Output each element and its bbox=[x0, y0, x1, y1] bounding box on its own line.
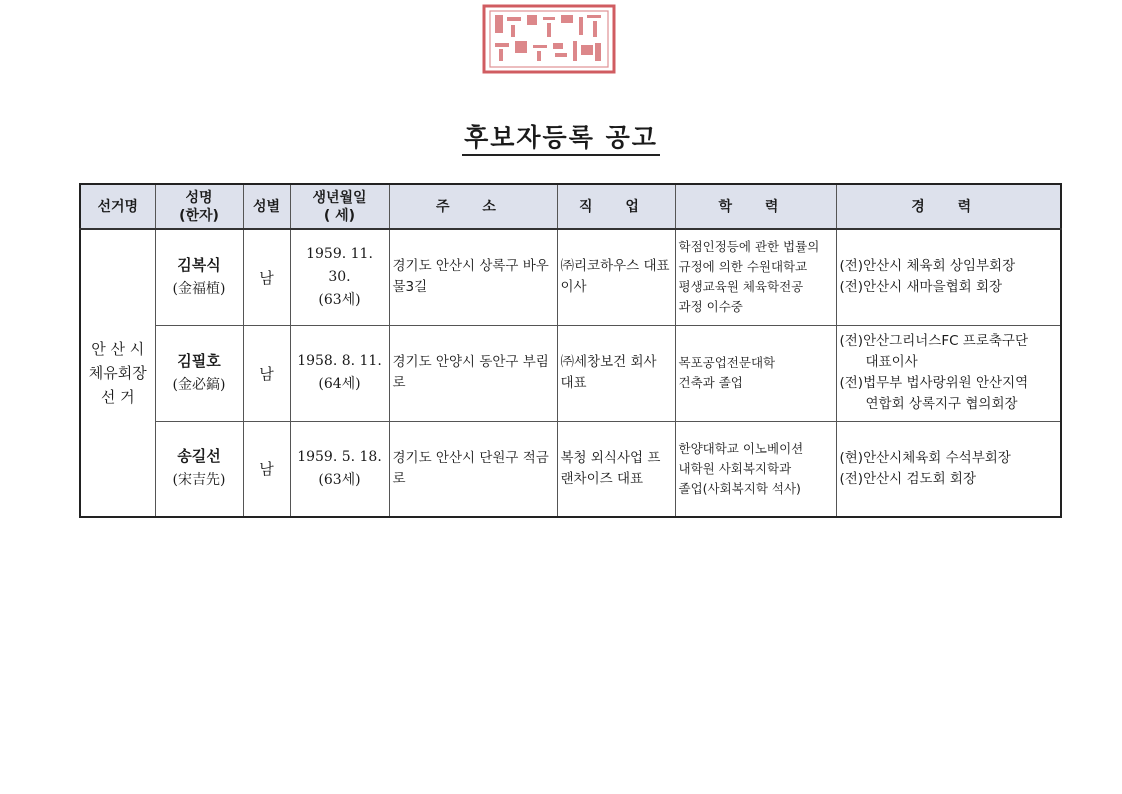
table-row bbox=[80, 325, 1061, 421]
candidate-occupation: ㈜리코하우스 대표이사 bbox=[557, 229, 675, 325]
candidate-education bbox=[675, 421, 836, 517]
header-occupation: 직 업 bbox=[557, 184, 675, 229]
candidate-career bbox=[836, 325, 1061, 421]
header-birth bbox=[290, 184, 389, 229]
candidate-career bbox=[836, 421, 1061, 517]
career-line: (전)법무부 법사랑위원 안산지역 bbox=[839, 375, 1029, 391]
header-birth-line2: ( 세) bbox=[323, 207, 356, 224]
candidate-name-korean: 김필호 bbox=[177, 351, 221, 370]
candidate-birth-date: 1959. 5. 18. bbox=[297, 448, 382, 465]
candidate-career bbox=[836, 229, 1061, 325]
education-line: 과정 이수중 bbox=[678, 299, 743, 315]
election-name-line1: 안 산 시 bbox=[91, 340, 145, 358]
candidate-birth-date: 1959. 11. 30. bbox=[306, 245, 373, 285]
election-name-cell bbox=[80, 229, 155, 517]
education-line: 학점인정등에 관한 법률의 bbox=[678, 239, 820, 255]
candidate-birth-cell bbox=[290, 421, 389, 517]
candidate-name-korean: 김복식 bbox=[177, 255, 221, 274]
career-line: (전)안산시 새마을협회 회장 bbox=[839, 279, 1003, 296]
election-name-line2: 체유회장 bbox=[88, 364, 147, 382]
career-line: 대표이사 bbox=[865, 354, 918, 370]
header-education: 학 력 bbox=[675, 184, 836, 229]
career-line: (전)안산시 체육회 상임부회장 bbox=[839, 258, 1016, 275]
candidate-occupation: 복청 외식사업 프랜차이즈 대표 bbox=[557, 421, 675, 517]
candidate-address: 경기도 안산시 상록구 바우물3길 bbox=[389, 229, 557, 325]
education-line: 건축과 졸업 bbox=[678, 375, 743, 390]
candidate-name-cell bbox=[155, 421, 243, 517]
career-line: 연합회 상록지구 협의회장 bbox=[865, 396, 1018, 412]
candidate-gender: 남 bbox=[243, 229, 290, 325]
candidate-education bbox=[675, 325, 836, 421]
career-line: (전)안산시 검도회 회장 bbox=[839, 470, 976, 487]
candidate-gender: 남 bbox=[243, 421, 290, 517]
education-line: 졸업(사회복지학 석사) bbox=[678, 480, 801, 496]
candidate-name-hanja: (金福植) bbox=[172, 280, 226, 297]
education-line: 한양대학교 이노베이션 bbox=[678, 440, 804, 456]
candidate-age: (64세) bbox=[318, 376, 361, 392]
education-line: 내학원 사회복지학과 bbox=[678, 460, 792, 476]
candidate-age: (63세) bbox=[318, 291, 361, 308]
candidate-gender: 남 bbox=[243, 325, 290, 421]
table-header-row bbox=[80, 184, 1061, 229]
candidate-birth-cell bbox=[290, 325, 389, 421]
header-gender: 성별 bbox=[243, 184, 290, 229]
header-name-line1: 성명 bbox=[185, 189, 213, 206]
career-line: (현)안산시체육회 수석부회장 bbox=[839, 449, 1011, 466]
election-name-line3: 선 거 bbox=[100, 388, 135, 406]
candidate-name-cell bbox=[155, 325, 243, 421]
candidate-table bbox=[79, 183, 1062, 518]
table-row bbox=[80, 229, 1061, 325]
header-birth-line1: 생년월일 bbox=[312, 189, 367, 206]
candidate-address: 경기도 안양시 동안구 부림로 bbox=[389, 325, 557, 421]
candidate-name-hanja: (金必鎬) bbox=[172, 376, 226, 393]
education-line: 목포공업전문대학 bbox=[678, 355, 776, 370]
career-line: (전)안산그리너스FC 프로축구단 bbox=[839, 333, 1029, 349]
candidate-birth-cell bbox=[290, 229, 389, 325]
candidate-name-cell bbox=[155, 229, 243, 325]
page-title bbox=[0, 118, 1122, 154]
official-seal-stamp bbox=[481, 3, 617, 75]
header-name-line2: (한자) bbox=[179, 207, 219, 224]
candidate-education bbox=[675, 229, 836, 325]
candidate-birth-date: 1958. 8. 11. bbox=[297, 353, 382, 369]
header-name bbox=[155, 184, 243, 229]
candidate-occupation: ㈜세창보건 회사 대표 bbox=[557, 325, 675, 421]
header-election: 선거명 bbox=[80, 184, 155, 229]
header-career: 경 력 bbox=[836, 184, 1061, 229]
header-address: 주 소 bbox=[389, 184, 557, 229]
page-title-text: 후보자등록 공고 bbox=[462, 123, 660, 156]
candidate-name-korean: 송길선 bbox=[177, 447, 221, 466]
education-line: 평생교육원 체육학전공 bbox=[678, 279, 804, 295]
education-line: 규정에 의한 수원대학교 bbox=[678, 259, 808, 275]
table-row bbox=[80, 421, 1061, 517]
candidate-name-hanja: (宋吉先) bbox=[172, 472, 226, 489]
candidate-age: (63세) bbox=[318, 471, 361, 488]
candidate-address: 경기도 안산시 단원구 적금로 bbox=[389, 421, 557, 517]
